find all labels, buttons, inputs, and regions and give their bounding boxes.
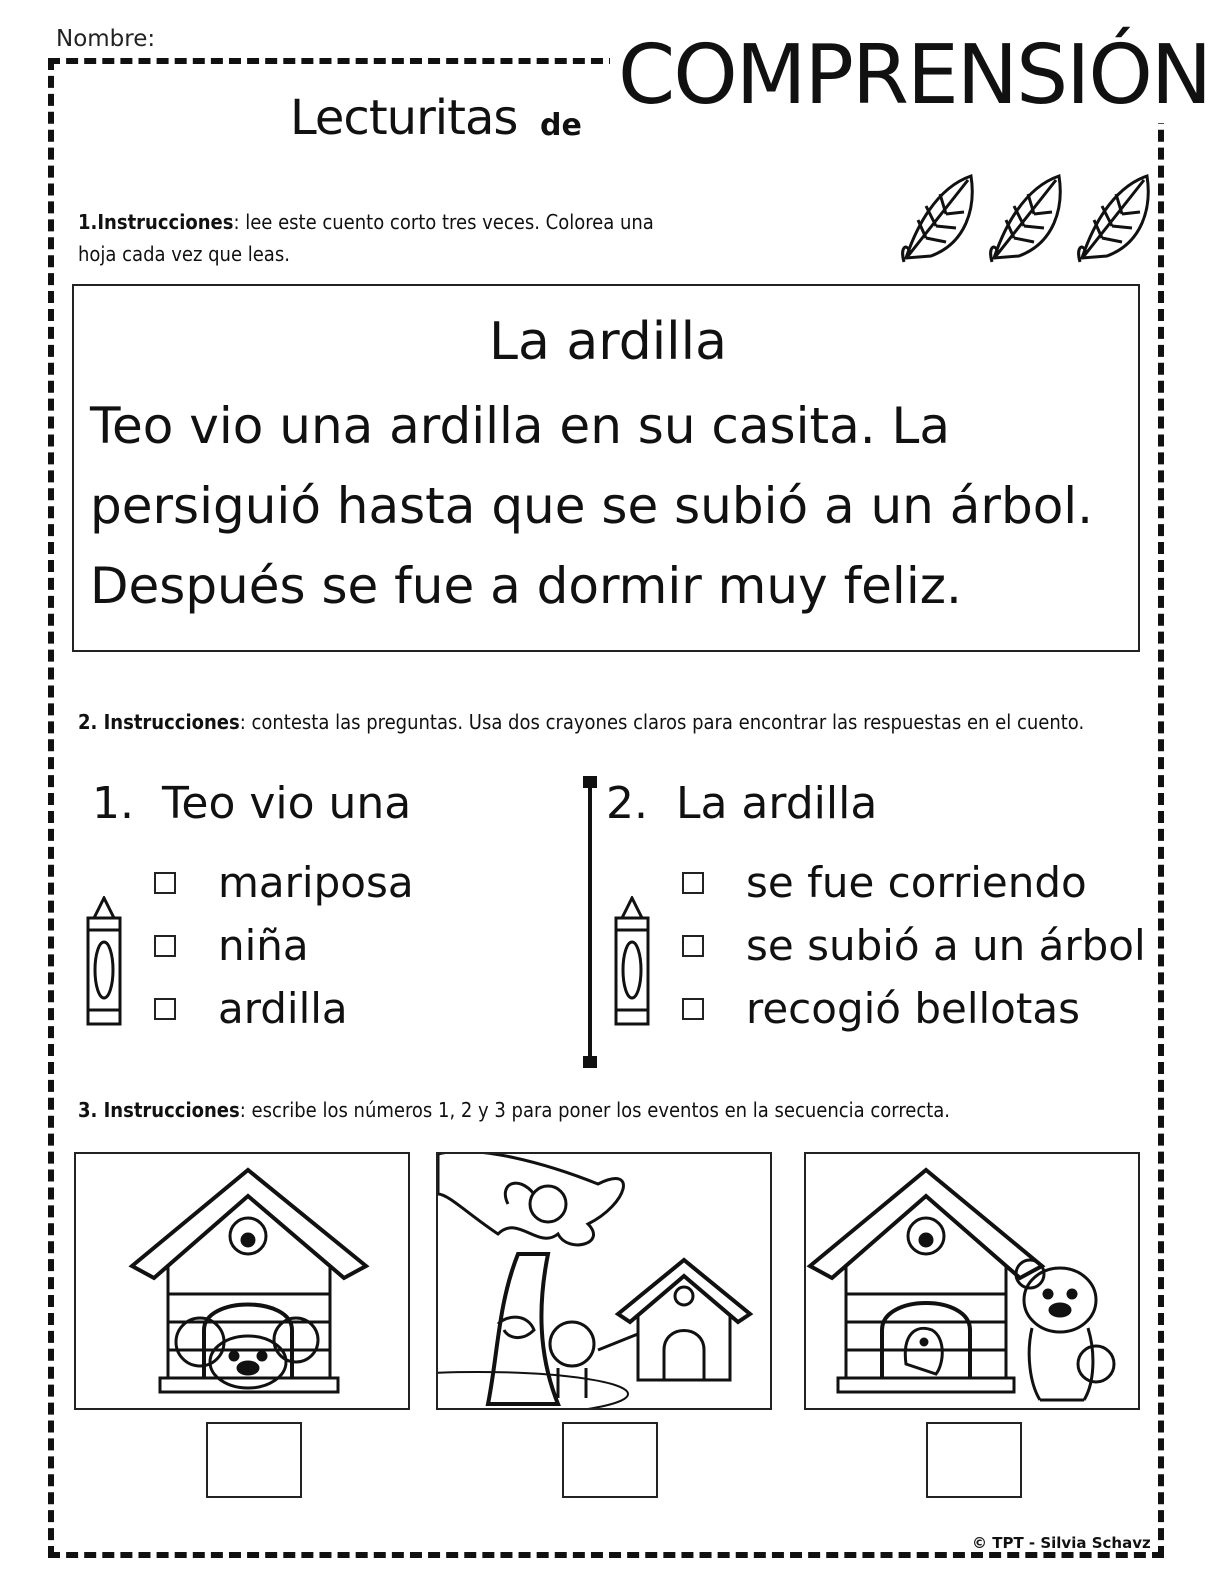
- instructions-1-text: : lee este cuento corto tres veces. Colorea una hoja cada vez que leas.: [78, 210, 654, 266]
- name-label: Nombre:: [56, 26, 156, 52]
- checkbox-se-subio[interactable]: [682, 935, 704, 957]
- option-mariposa: mariposa: [218, 858, 414, 907]
- crayon-icon: [80, 896, 128, 1028]
- story-text: Teo vio una ardilla en su casita. La persiguió hasta que se subió a un árbol. Después se fue a dormir muy feliz.: [90, 397, 1094, 615]
- checkbox-mariposa[interactable]: [154, 872, 176, 894]
- option-se-fue-corriendo: se fue corriendo: [746, 858, 1087, 907]
- instructions-2-label: 2. Instrucciones: [78, 710, 240, 734]
- checkbox-ardilla[interactable]: [154, 998, 176, 1020]
- column-divider: [588, 780, 592, 1064]
- title-comprension: COMPRENSIÓN: [610, 28, 1218, 123]
- checkbox-nina[interactable]: [154, 935, 176, 957]
- title-de: de: [540, 108, 582, 143]
- scene-squirrel-in-doghouse: [804, 1152, 1140, 1410]
- question-1-text: Teo vio una: [161, 778, 412, 829]
- instructions-1-label: 1.Instrucciones: [78, 210, 234, 234]
- option-nina: niña: [218, 921, 309, 970]
- option-ardilla: ardilla: [218, 984, 348, 1033]
- instructions-3: [78, 1094, 1128, 1126]
- instructions-1: [78, 206, 678, 270]
- crayon-icon: [608, 896, 656, 1028]
- story-title: La ardilla: [489, 312, 727, 372]
- question-1-number: 1.: [92, 778, 134, 829]
- question-2-text: La ardilla: [675, 778, 878, 829]
- instructions-3-label: 3. Instrucciones: [78, 1098, 240, 1122]
- answer-box-1[interactable]: [206, 1422, 302, 1498]
- option-recogio-bellotas: recogió bellotas: [746, 984, 1080, 1033]
- leaf-icon[interactable]: [903, 176, 973, 262]
- story-box: [72, 284, 1140, 652]
- leaf-icon[interactable]: [991, 176, 1061, 262]
- checkbox-recogio-bellotas[interactable]: [682, 998, 704, 1020]
- answer-box-3[interactable]: [926, 1422, 1022, 1498]
- question-1-title: [92, 778, 411, 829]
- question-2-number: 2.: [606, 778, 648, 829]
- question-2-title: [606, 778, 877, 829]
- leaf-row: [896, 168, 1166, 270]
- instructions-2-text: : contesta las preguntas. Usa dos crayones claros para encontrar las respuestas en el cuento.: [239, 710, 1085, 734]
- instructions-2: [78, 706, 1108, 738]
- leaf-icon[interactable]: [1079, 176, 1149, 262]
- answer-box-2[interactable]: [562, 1422, 658, 1498]
- checkbox-se-fue-corriendo[interactable]: [682, 872, 704, 894]
- instructions-3-text: : escribe los números 1, 2 y 3 para poner los eventos en la secuencia correcta.: [239, 1098, 951, 1122]
- title-lecturitas: Lecturitas: [290, 90, 518, 146]
- scene-squirrel-in-tree: [436, 1152, 772, 1410]
- copyright: © TPT - Silvia Schavz: [972, 1534, 1151, 1552]
- option-se-subio: se subió a un árbol: [746, 921, 1146, 970]
- scene-dog-in-doghouse: [74, 1152, 410, 1410]
